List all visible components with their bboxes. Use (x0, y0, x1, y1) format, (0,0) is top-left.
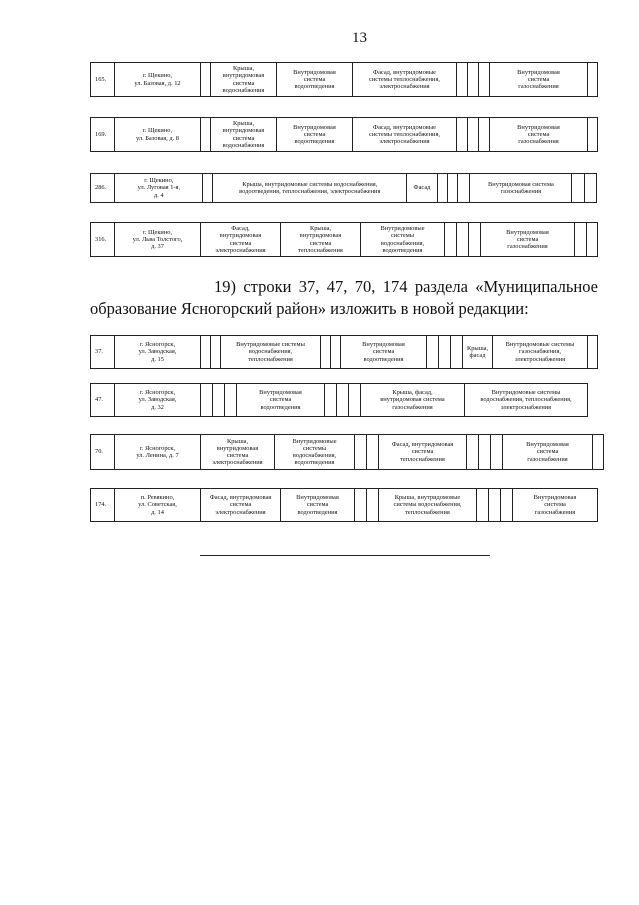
empty-cell (491, 435, 503, 470)
page-number: 13 (352, 30, 367, 46)
empty-cell (587, 223, 598, 257)
row-number: 174. (91, 489, 115, 522)
work-cell: Фасад, внутридомовая система электроснабжения (201, 223, 281, 257)
work-cell: Внутридомовая система газоснабжения (503, 435, 593, 470)
work-cell: Крыша, внутридомовые системы водоснабжения, водоотведения, теплоснабжения, электроснабжения (213, 174, 407, 203)
address-cell: г. Ясногорск, ул. Ленина, д. 7 (115, 435, 201, 470)
empty-cell (593, 435, 604, 470)
table-row-169 (90, 117, 598, 152)
row-number: 165. (91, 63, 115, 97)
address-cell: г. Ясногорск, ул. Заводская, д. 32 (115, 384, 201, 417)
empty-cell (203, 174, 213, 203)
work-cell: Внутридомовая система водоотведения (277, 63, 353, 97)
empty-cell (469, 223, 481, 257)
empty-cell (479, 435, 491, 470)
empty-cell (201, 384, 213, 417)
empty-cell (489, 489, 501, 522)
empty-cell (439, 336, 451, 369)
work-cell: Крыша, внутридомовая система водоснабжения (211, 118, 277, 152)
empty-cell (588, 118, 598, 152)
work-cell: Внутридомовые системы газоснабжения, электроснабжения (493, 336, 588, 369)
address-cell: г. Щекино, ул. Луговая 1-я, д. 4 (115, 174, 203, 203)
work-cell: Внутридомовые системы водоснабжения, водоотведения (361, 223, 445, 257)
work-cell: Внутридомовая система водоотведения (281, 489, 355, 522)
empty-cell (201, 63, 211, 97)
work-cell: Внутридомовые системы водоснабжения, теплоснабжения (221, 336, 321, 369)
work-cell: Фасад (407, 174, 438, 203)
table-row-37 (90, 335, 598, 369)
empty-cell (588, 336, 598, 369)
work-cell: Внутридомовая система газоснабжения (481, 223, 575, 257)
work-cell: Фасад, внутридомовые системы теплоснабжения, электроснабжения (353, 118, 457, 152)
row-number: 316. (91, 223, 115, 257)
empty-cell (367, 435, 379, 470)
work-cell: Внутридомовая система водоотведения (237, 384, 325, 417)
work-cell: Внутридомовая система газоснабжения (470, 174, 572, 203)
empty-cell (211, 336, 221, 369)
work-cell: Крыша, внутридомовая система водоснабжения (211, 63, 277, 97)
empty-cell (427, 336, 439, 369)
table-row-47 (90, 383, 588, 417)
empty-cell (468, 118, 479, 152)
work-cell: Крыша, внутридомовые системы водоснабжения, теплоснабжения (379, 489, 477, 522)
work-cell: Внутридомовая система газоснабжения (490, 63, 588, 97)
work-cell: Внутридомовые системы водоснабжения, теплоснабжения, электроснабжения (465, 384, 588, 417)
work-cell: Внутридомовая система водоотведения (341, 336, 427, 369)
intro-paragraph: 19) строки 37, 47, 70, 174 раздела «Муниципальное образование Ясногорский район» изложить в новой редакции: (90, 277, 598, 318)
empty-cell (355, 435, 367, 470)
empty-cell (437, 174, 447, 203)
table-row-174 (90, 488, 598, 522)
empty-cell (331, 336, 341, 369)
empty-cell (213, 384, 225, 417)
row-number: 169. (91, 118, 115, 152)
empty-cell (445, 223, 457, 257)
empty-cell (349, 384, 361, 417)
address-cell: г. Щекино, ул. Базовая, д. 12 (115, 63, 201, 97)
empty-cell (457, 118, 468, 152)
empty-cell (479, 118, 490, 152)
row-number: 37. (91, 336, 115, 369)
empty-cell (479, 63, 490, 97)
work-cell: Внутридомовая система газоснабжения (513, 489, 598, 522)
row-number: 286. (91, 174, 115, 203)
work-cell: Фасад, внутридомовые системы теплоснабжения, электроснабжения (353, 63, 457, 97)
empty-cell (457, 223, 469, 257)
address-cell: г. Щекино, ул. Льва Толстого, д. 37 (115, 223, 201, 257)
empty-cell (355, 489, 367, 522)
work-cell: Фасад, внутридомовая система теплоснабжения (379, 435, 467, 470)
row-number: 47. (91, 384, 115, 417)
work-cell: Внутридомовые системы водоснабжения, водоотведения (275, 435, 355, 470)
empty-cell (457, 63, 468, 97)
empty-cell (447, 174, 457, 203)
table-row-70 (90, 434, 604, 470)
work-cell: Крыша, внутридомовая система электроснабжения (201, 435, 275, 470)
address-cell: п. Ревякино, ул. Советская, д. 14 (115, 489, 201, 522)
empty-cell (367, 489, 379, 522)
closing-divider (200, 555, 490, 556)
work-cell: Крыша, фасад, внутридомовая система газоснабжения (361, 384, 465, 417)
empty-cell (468, 63, 479, 97)
table-row-165 (90, 62, 598, 97)
empty-cell (321, 336, 331, 369)
work-cell: Крыша, внутридомовая система теплоснабжения (281, 223, 361, 257)
empty-cell (337, 384, 349, 417)
empty-cell (501, 489, 513, 522)
empty-cell (451, 336, 463, 369)
work-cell: Фасад, внутридомовая система электроснабжения (201, 489, 281, 522)
empty-cell (572, 174, 584, 203)
empty-cell (458, 174, 470, 203)
work-cell: Внутридомовая система водоотведения (277, 118, 353, 152)
table-row-286 (90, 173, 597, 203)
address-cell: г. Щекино, ул. Базовая, д. 8 (115, 118, 201, 152)
row-number: 70. (91, 435, 115, 470)
work-cell: Крыша, фасад (463, 336, 493, 369)
empty-cell (584, 174, 596, 203)
empty-cell (588, 63, 598, 97)
empty-cell (467, 435, 479, 470)
work-cell: Внутридомовая система газоснабжения (490, 118, 588, 152)
empty-cell (225, 384, 237, 417)
address-cell: г. Ясногорск, ул. Заводская, д. 15 (115, 336, 201, 369)
empty-cell (325, 384, 337, 417)
empty-cell (575, 223, 587, 257)
empty-cell (201, 118, 211, 152)
empty-cell (201, 336, 211, 369)
empty-cell (477, 489, 489, 522)
table-row-316 (90, 222, 598, 257)
